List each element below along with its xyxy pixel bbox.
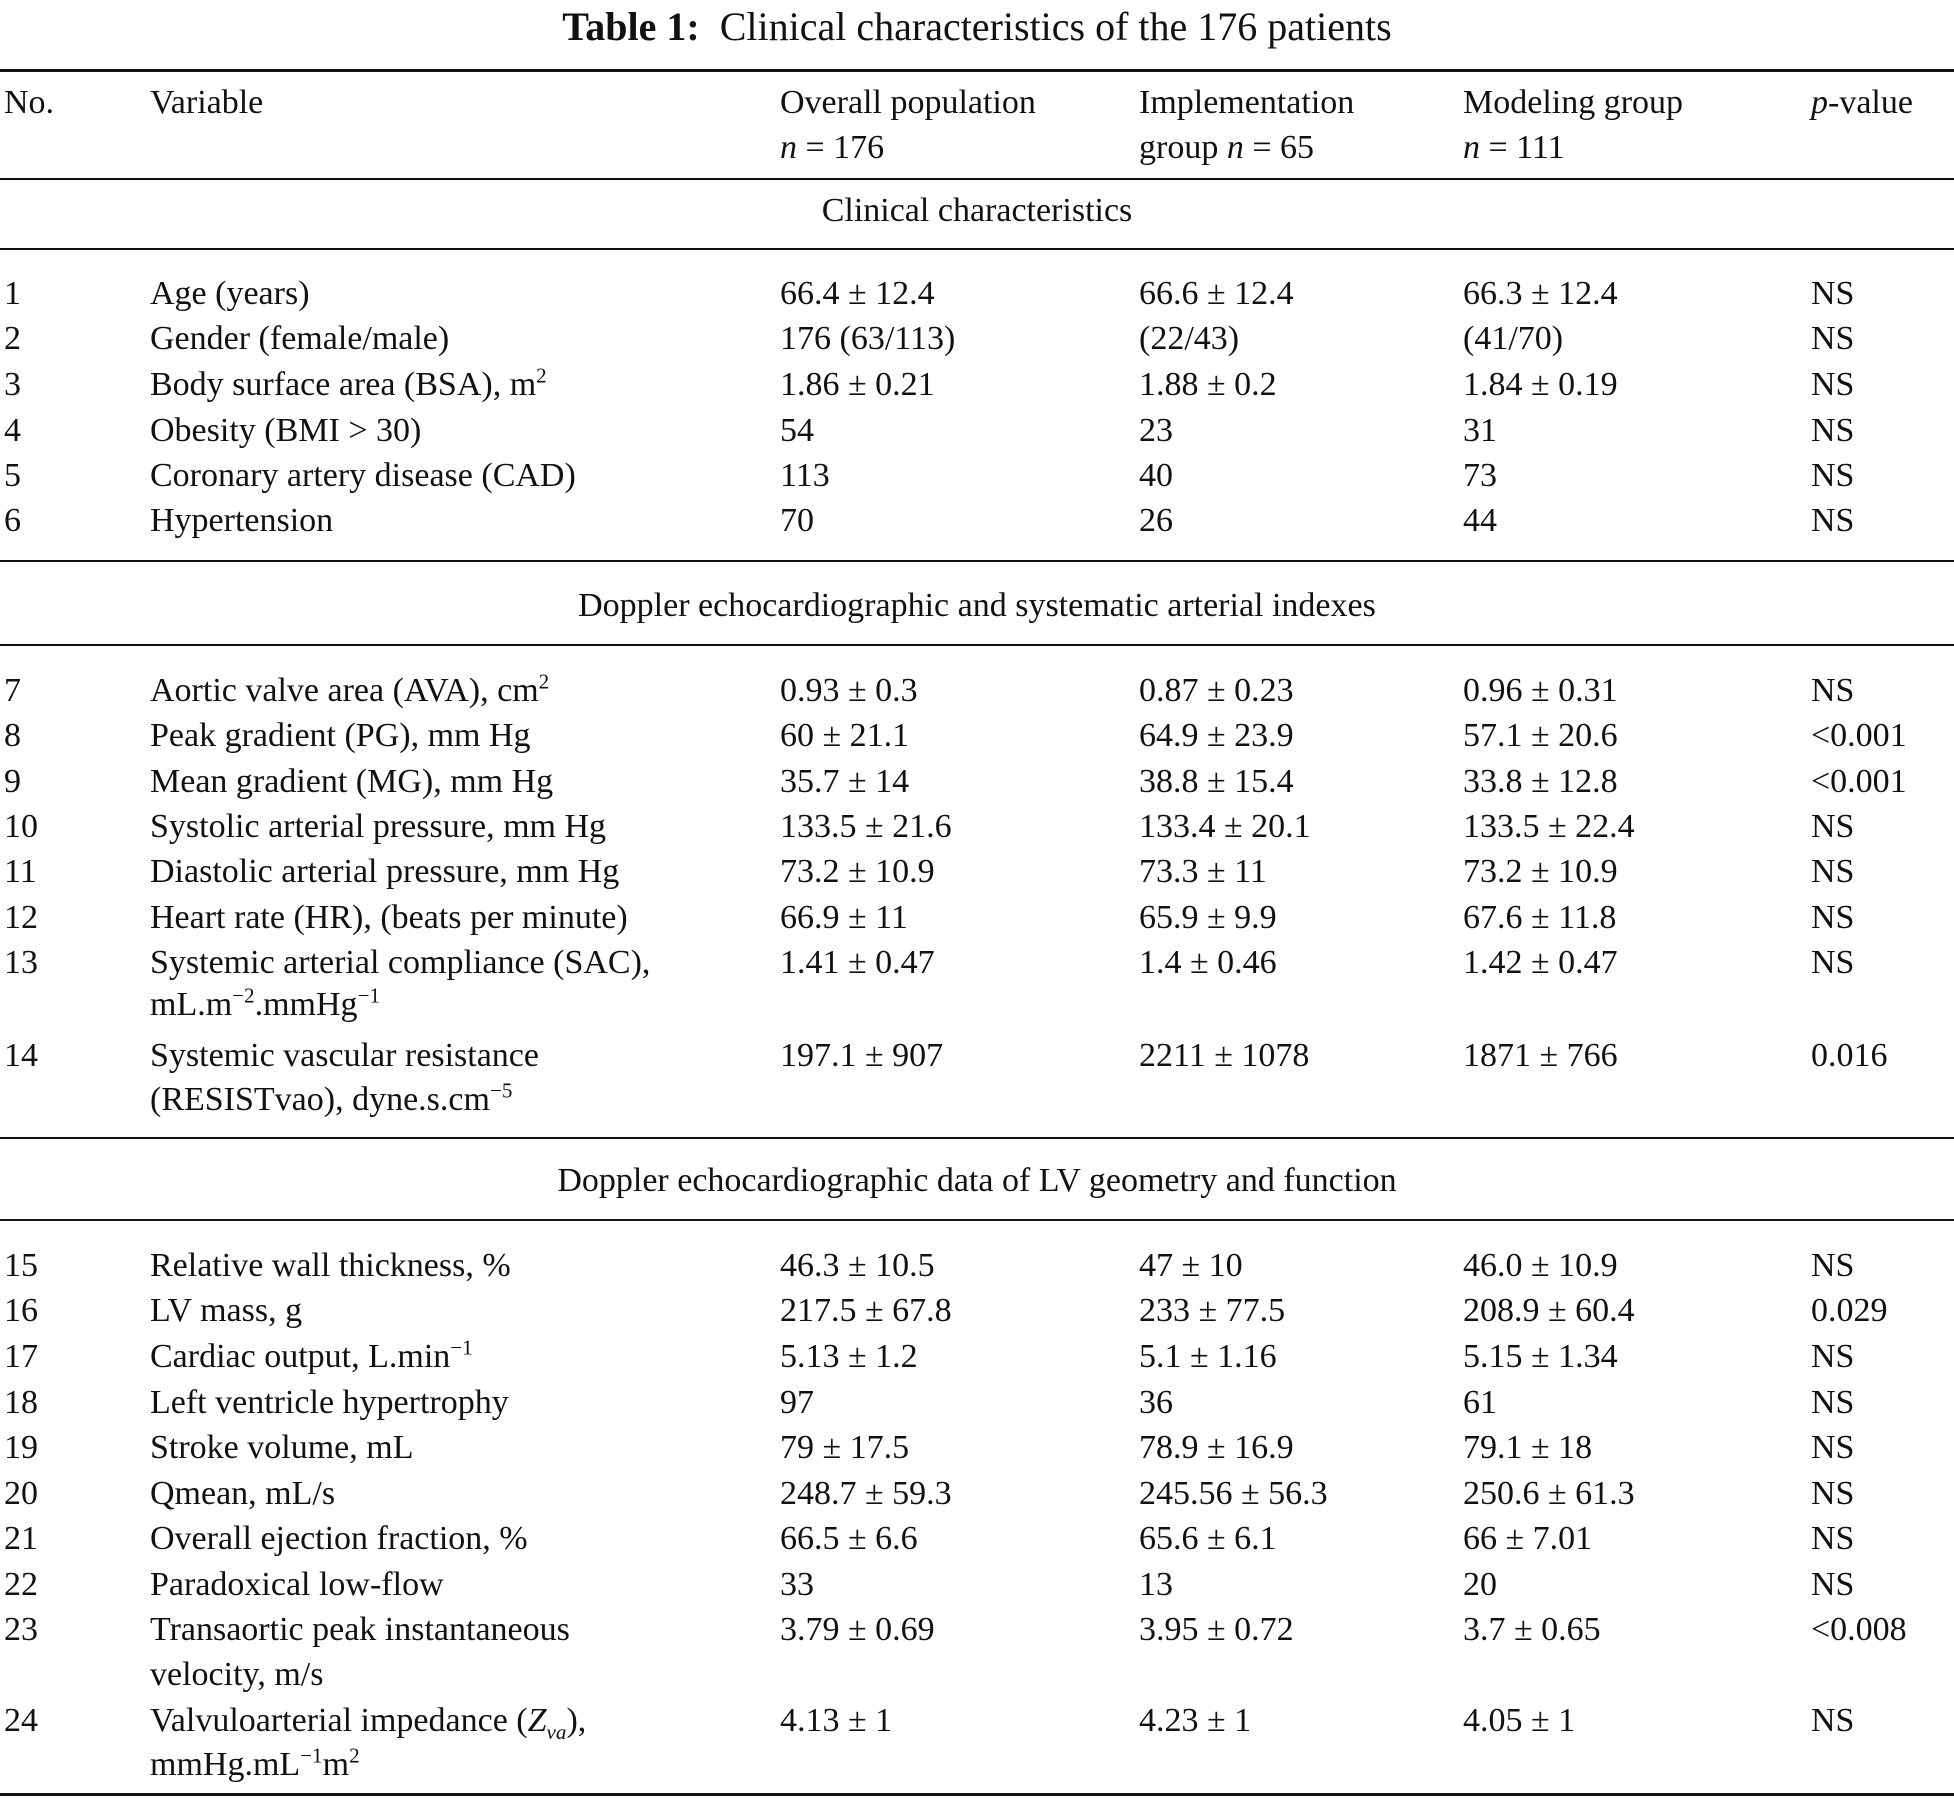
header-implementation-n: group n = 65 bbox=[1139, 129, 1315, 166]
row-variable: Peak gradient (PG), mm Hg bbox=[150, 717, 531, 754]
row-no: 2 bbox=[4, 320, 21, 357]
row-no: 14 bbox=[4, 1037, 38, 1074]
row-implementation: 4.23 ± 1 bbox=[1139, 1702, 1252, 1739]
row-overall: 0.93 ± 0.3 bbox=[780, 672, 918, 709]
row-no: 9 bbox=[4, 763, 21, 800]
row-implementation: 233 ± 77.5 bbox=[1139, 1292, 1286, 1329]
top-rule bbox=[0, 69, 1954, 72]
row-modeling: 250.6 ± 61.3 bbox=[1463, 1475, 1635, 1512]
row-p-value: <0.001 bbox=[1811, 763, 1907, 800]
row-implementation: 36 bbox=[1139, 1384, 1173, 1421]
row-modeling: 133.5 ± 22.4 bbox=[1463, 808, 1635, 845]
row-variable: Heart rate (HR), (beats per minute) bbox=[150, 899, 628, 936]
row-p-value: NS bbox=[1811, 502, 1855, 539]
row-p-value: NS bbox=[1811, 1247, 1855, 1284]
row-no: 16 bbox=[4, 1292, 38, 1329]
row-modeling: 73.2 ± 10.9 bbox=[1463, 853, 1618, 890]
row-implementation: 133.4 ± 20.1 bbox=[1139, 808, 1311, 845]
row-implementation: 23 bbox=[1139, 412, 1173, 449]
row-implementation: 5.1 ± 1.16 bbox=[1139, 1338, 1277, 1375]
row-p-value: NS bbox=[1811, 457, 1855, 494]
row-p-value: NS bbox=[1811, 1338, 1855, 1375]
header-p-value: p-value bbox=[1811, 84, 1913, 121]
row-variable: Gender (female/male) bbox=[150, 320, 450, 357]
row-variable: Qmean, mL/s bbox=[150, 1475, 336, 1512]
row-overall: 66.9 ± 11 bbox=[780, 899, 908, 936]
row-implementation: 245.56 ± 56.3 bbox=[1139, 1475, 1328, 1512]
row-overall: 97 bbox=[780, 1384, 814, 1421]
row-overall: 79 ± 17.5 bbox=[780, 1429, 910, 1466]
row-no: 21 bbox=[4, 1520, 38, 1557]
row-modeling: 1.42 ± 0.47 bbox=[1463, 944, 1618, 981]
row-implementation: 1.4 ± 0.46 bbox=[1139, 944, 1277, 981]
row-overall: 66.4 ± 12.4 bbox=[780, 275, 935, 312]
row-implementation: 2211 ± 1078 bbox=[1139, 1037, 1310, 1074]
row-modeling: 79.1 ± 18 bbox=[1463, 1429, 1593, 1466]
row-no: 8 bbox=[4, 717, 21, 754]
row-modeling: 31 bbox=[1463, 412, 1497, 449]
row-modeling: 57.1 ± 20.6 bbox=[1463, 717, 1618, 754]
row-modeling: 1871 ± 766 bbox=[1463, 1037, 1618, 1074]
row-variable: Stroke volume, mL bbox=[150, 1429, 414, 1466]
row-overall: 113 bbox=[780, 457, 830, 494]
row-implementation: 40 bbox=[1139, 457, 1173, 494]
header-modeling: Modeling group bbox=[1463, 84, 1684, 121]
row-p-value: NS bbox=[1811, 672, 1855, 709]
row-overall: 3.79 ± 0.69 bbox=[780, 1611, 935, 1648]
section-rule bbox=[0, 1137, 1954, 1139]
row-variable: Obesity (BMI > 30) bbox=[150, 412, 422, 449]
row-no: 19 bbox=[4, 1429, 38, 1466]
section-rule bbox=[0, 1219, 1954, 1221]
row-no: 17 bbox=[4, 1338, 38, 1375]
section-heading: Doppler echocardiographic and systematic arterial indexes bbox=[578, 587, 1376, 624]
row-implementation: 26 bbox=[1139, 502, 1173, 539]
row-p-value: NS bbox=[1811, 853, 1855, 890]
row-no: 15 bbox=[4, 1247, 38, 1284]
row-no: 3 bbox=[4, 366, 21, 403]
row-implementation: 73.3 ± 11 bbox=[1139, 853, 1267, 890]
row-overall: 248.7 ± 59.3 bbox=[780, 1475, 952, 1512]
row-variable: Systemic vascular resistance bbox=[150, 1037, 539, 1074]
row-no: 13 bbox=[4, 944, 38, 981]
row-no: 20 bbox=[4, 1475, 38, 1512]
table-label: Table 1: bbox=[562, 4, 700, 49]
row-modeling: 66.3 ± 12.4 bbox=[1463, 275, 1618, 312]
row-variable: Hypertension bbox=[150, 502, 334, 539]
row-implementation: 38.8 ± 15.4 bbox=[1139, 763, 1294, 800]
row-implementation: 47 ± 10 bbox=[1139, 1247, 1243, 1284]
row-p-value: NS bbox=[1811, 808, 1855, 845]
row-implementation: 65.6 ± 6.1 bbox=[1139, 1520, 1277, 1557]
row-implementation: 0.87 ± 0.23 bbox=[1139, 672, 1294, 709]
row-variable-line2: $mmHg.mL^{-1}m^2$ bbox=[150, 1743, 360, 1783]
row-variable: Diastolic arterial pressure, mm Hg bbox=[150, 853, 620, 890]
row-no: 4 bbox=[4, 412, 21, 449]
row-implementation: 3.95 ± 0.72 bbox=[1139, 1611, 1294, 1648]
header-implementation: Implementation bbox=[1139, 84, 1355, 121]
row-p-value: NS bbox=[1811, 899, 1855, 936]
row-implementation: (22/43) bbox=[1139, 320, 1240, 357]
row-overall: 46.3 ± 10.5 bbox=[780, 1247, 935, 1284]
row-p-value: NS bbox=[1811, 275, 1855, 312]
row-overall: 54 bbox=[780, 412, 814, 449]
row-variable: Left ventricle hypertrophy bbox=[150, 1384, 509, 1421]
row-p-value: <0.001 bbox=[1811, 717, 1907, 754]
row-variable-line2: $mL.m^{-2}.mmHg^{-1}$ bbox=[150, 983, 380, 1023]
row-no: 18 bbox=[4, 1384, 38, 1421]
row-overall: 70 bbox=[780, 502, 814, 539]
row-variable: Body surface area (BSA), $m^2$ bbox=[150, 363, 547, 403]
row-variable: Mean gradient (MG), mm Hg bbox=[150, 763, 554, 800]
row-no: 5 bbox=[4, 457, 21, 494]
row-modeling: 0.96 ± 0.31 bbox=[1463, 672, 1618, 709]
row-variable: Aortic valve area (AVA), $cm^2$ bbox=[150, 669, 550, 709]
header-no: No. bbox=[4, 84, 55, 121]
header-overall: Overall population bbox=[780, 84, 1036, 121]
row-modeling: 1.84 ± 0.19 bbox=[1463, 366, 1618, 403]
row-overall: 1.41 ± 0.47 bbox=[780, 944, 935, 981]
row-implementation: 13 bbox=[1139, 1566, 1173, 1603]
row-modeling: 73 bbox=[1463, 457, 1497, 494]
row-p-value: NS bbox=[1811, 1475, 1855, 1512]
row-variable-line2: velocity, m/s bbox=[150, 1656, 324, 1693]
row-variable: Relative wall thickness, % bbox=[150, 1247, 511, 1284]
row-overall: 73.2 ± 10.9 bbox=[780, 853, 935, 890]
row-p-value: 0.029 bbox=[1811, 1292, 1888, 1329]
row-modeling: (41/70) bbox=[1463, 320, 1564, 357]
row-implementation: 66.6 ± 12.4 bbox=[1139, 275, 1294, 312]
row-overall: 133.5 ± 21.6 bbox=[780, 808, 952, 845]
row-p-value: NS bbox=[1811, 320, 1855, 357]
row-modeling: 20 bbox=[1463, 1566, 1497, 1603]
row-no: 11 bbox=[4, 853, 37, 890]
row-modeling: 33.8 ± 12.8 bbox=[1463, 763, 1618, 800]
row-variable: Cardiac output, $L.\min^{-1}$ bbox=[150, 1335, 473, 1375]
row-implementation: 65.9 ± 9.9 bbox=[1139, 899, 1277, 936]
row-modeling: 44 bbox=[1463, 502, 1497, 539]
row-variable: Age (years) bbox=[150, 275, 310, 312]
row-implementation: 64.9 ± 23.9 bbox=[1139, 717, 1294, 754]
row-modeling: 5.15 ± 1.34 bbox=[1463, 1338, 1618, 1375]
row-modeling: 4.05 ± 1 bbox=[1463, 1702, 1576, 1739]
row-p-value: 0.016 bbox=[1811, 1037, 1888, 1074]
row-implementation: 1.88 ± 0.2 bbox=[1139, 366, 1277, 403]
section-heading: Clinical characteristics bbox=[821, 192, 1133, 229]
row-variable: Valvuloarterial impedance $(Z_{va})$, bbox=[150, 1702, 587, 1744]
row-variable: Paradoxical low-flow bbox=[150, 1566, 444, 1603]
row-overall: 197.1 ± 907 bbox=[780, 1037, 944, 1074]
row-variable: Coronary artery disease (CAD) bbox=[150, 457, 576, 494]
row-p-value: NS bbox=[1811, 1429, 1855, 1466]
row-variable: Systolic arterial pressure, mm Hg bbox=[150, 808, 607, 845]
row-overall: 60 ± 21.1 bbox=[780, 717, 910, 754]
row-overall: 5.13 ± 1.2 bbox=[780, 1338, 918, 1375]
row-overall: 66.5 ± 6.6 bbox=[780, 1520, 918, 1557]
row-p-value: NS bbox=[1811, 366, 1855, 403]
header-overall-n: n = 176 bbox=[780, 129, 885, 166]
row-variable: Systemic arterial compliance (SAC), bbox=[150, 944, 651, 981]
section-rule bbox=[0, 644, 1954, 646]
row-p-value: NS bbox=[1811, 1702, 1855, 1739]
section-rule bbox=[0, 248, 1954, 250]
bottom-rule bbox=[0, 1793, 1954, 1796]
row-modeling: 208.9 ± 60.4 bbox=[1463, 1292, 1635, 1329]
row-modeling: 66 ± 7.01 bbox=[1463, 1520, 1593, 1557]
table-title bbox=[0, 2, 1954, 52]
row-modeling: 46.0 ± 10.9 bbox=[1463, 1247, 1618, 1284]
row-p-value: NS bbox=[1811, 1384, 1855, 1421]
row-no: 12 bbox=[4, 899, 38, 936]
row-implementation: 78.9 ± 16.9 bbox=[1139, 1429, 1294, 1466]
row-p-value: NS bbox=[1811, 412, 1855, 449]
row-modeling: 3.7 ± 0.65 bbox=[1463, 1611, 1601, 1648]
header-variable: Variable bbox=[150, 84, 264, 121]
row-overall: 4.13 ± 1 bbox=[780, 1702, 893, 1739]
row-overall: 35.7 ± 14 bbox=[780, 763, 910, 800]
row-no: 23 bbox=[4, 1611, 38, 1648]
row-overall: 1.86 ± 0.21 bbox=[780, 366, 935, 403]
header-modeling-n: n = 111 bbox=[1463, 129, 1565, 166]
row-p-value: NS bbox=[1811, 944, 1855, 981]
row-no: 24 bbox=[4, 1702, 38, 1739]
row-modeling: 61 bbox=[1463, 1384, 1497, 1421]
row-no: 7 bbox=[4, 672, 21, 709]
section-rule bbox=[0, 560, 1954, 562]
row-variable: LV mass, g bbox=[150, 1292, 303, 1329]
row-variable-line2: (RESISTvao), $dyne.s.cm^{-5}$ bbox=[150, 1078, 513, 1118]
row-no: 10 bbox=[4, 808, 38, 845]
table-caption: Clinical characteristics of the 176 patients bbox=[719, 4, 1392, 49]
row-variable: Transaortic peak instantaneous bbox=[150, 1611, 570, 1648]
row-variable: Overall ejection fraction, % bbox=[150, 1520, 528, 1557]
section-heading: Doppler echocardiographic data of LV geometry and function bbox=[557, 1162, 1397, 1199]
row-no: 1 bbox=[4, 275, 21, 312]
row-no: 22 bbox=[4, 1566, 38, 1603]
row-p-value: NS bbox=[1811, 1566, 1855, 1603]
row-overall: 217.5 ± 67.8 bbox=[780, 1292, 952, 1329]
row-no: 6 bbox=[4, 502, 21, 539]
row-p-value: <0.008 bbox=[1811, 1611, 1907, 1648]
row-overall: 33 bbox=[780, 1566, 814, 1603]
row-overall: 176 (63/113) bbox=[780, 320, 956, 357]
header-rule bbox=[0, 178, 1954, 180]
row-p-value: NS bbox=[1811, 1520, 1855, 1557]
row-modeling: 67.6 ± 11.8 bbox=[1463, 899, 1617, 936]
